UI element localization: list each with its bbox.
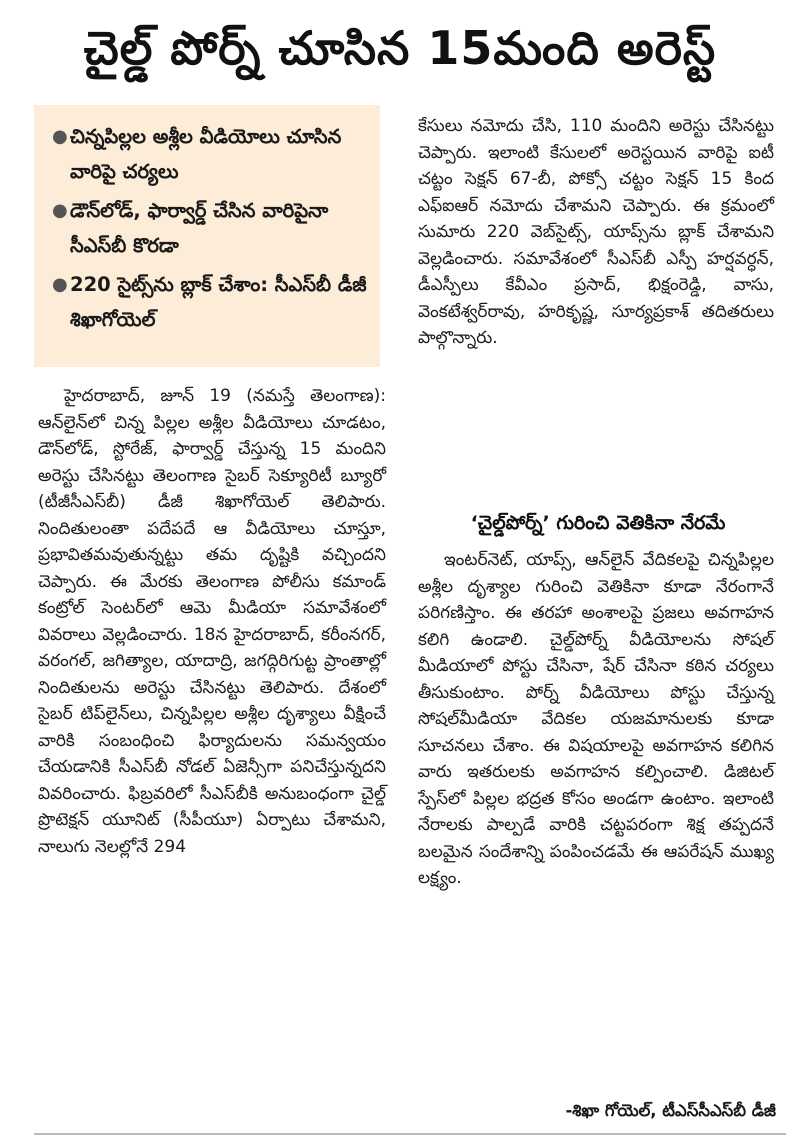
highlight-text: డౌన్‌లోడ్‌, ఫార్వార్డ్‌ చేసిన వారిపైనా సీఎస్‌బీ కొరడా bbox=[70, 199, 329, 257]
article-body-right-bottom: ఇంటర్‌నెట్‌, యాప్స్‌, ఆన్‌లైన్‌ వేదికలపై చిన్నపిల్లల అశ్లీల దృశ్యాల గురించి వెతికినా కూడా నేరంగానే పరిగణిస్తాం. ఈ తరహా అంశాలపై ప్రజలు అవగాహన కలిగి ఉండాలి. చైల్డ్‌పోర్న్‌ వీడియోలను సోషల్‌ మీడియాలో పోస్టు చేసినా, షేర్‌ చేసినా కఠిన చర్యలు తీసుకుంటాం. పోర్న్‌ వీడియోలు పోస్టు చేస్తున్న సోషల్‌మీడియా వేదికల యజమానులకు కూడా సూచనలు చేశాం. ఈ విషయాలపై అవగాహన కలిగిన వారు ఇతరులకు అవగాహన కల్పించాలి. డిజిటల్‌ స్పేస్‌లో పిల్లల భద్రత కోసం అండగా ఉంటాం. ఇలాంటి నేరాలకు పాల్పడే వారికి చట్టపరంగా శిక్ష తప్పదనే బలమైన సందేశాన్ని పంపించడమే ఈ ఆపరేషన్‌ ముఖ్య లక్ష్యం. bbox=[418, 550, 774, 888]
highlight-item bbox=[52, 193, 372, 263]
article-body-right-top: కేసులు నమోదు చేసి, 110 మందిని అరెస్టు చేసినట్టు చెప్పారు. ఇలాంటి కేసులలో అరెస్టయిన వారిపై ఐటీ చట్టం సెక్షన్‌ 67-బీ, పోక్సో చట్టం సెక్షన్‌ 15 కింద ఎఫ్‌ఐఆర్‌ నమోదు చేశామని చెప్పారు. ఈ క్రమంలో సుమారు 220 వెబ్‌సైట్స్‌, యాప్స్‌ను బ్లాక్‌ చేశామని వెల్లడించారు. సమావేశంలో సీఎస్‌బీ ఎస్పీ హర్షవర్ధన్‌, డీఎస్పీలు కేవీఎం ప్రసాద్‌, భిక్షంరెడ్డి, వాసు, వెంకటేశ్వర్‌రావు, హరికృష్ణ, సూర్యప్రకాశ్‌ తదితరులు పాల్గొన్నారు. bbox=[418, 116, 774, 348]
highlight-item bbox=[52, 267, 372, 337]
bottom-divider bbox=[34, 1133, 786, 1135]
headline: చైల్డ్‌ పోర్న్‌ చూసిన 15మంది అరెస్ట్‌ bbox=[83, 21, 717, 75]
bullet-icon: ● bbox=[52, 200, 68, 221]
highlight-text: చిన్నపిల్లల అశ్లీల వీడియోలు చూసిన వారిపై చర్యలు bbox=[70, 125, 342, 183]
highlights-box bbox=[34, 105, 380, 367]
bullet-icon: ● bbox=[52, 274, 68, 295]
highlight-item bbox=[52, 119, 372, 189]
byline-signature: -శిఖా గోయెల్‌, టీఎస్‌సీఎస్‌బీ డీజీ bbox=[565, 1101, 776, 1120]
bullet-icon: ● bbox=[52, 126, 68, 147]
article-body-left: హైదరాబాద్‌, జూన్‌ 19 (నమస్తే తెలంగాణ): ఆన్‌లైన్‌లో చిన్న పిల్లల అశ్లీల వీడియోలు చూడటం, డౌన్‌లోడ్‌, స్టోరేజ్‌, ఫార్వార్డ్‌ చేస్తున్న 15 మందిని అరెస్టు చేసినట్టు తెలంగాణ సైబర్‌ సెక్యూరిటీ బ్యూరో (టీజీసీఎస్‌బీ) డీజీ శిఖాగోయెల్‌ తెలిపారు. నిందితులంతా పదేపదే ఆ వీడియోలు చూస్తూ, ప్రభావితమవుతున్నట్టు తమ దృష్టికి వచ్చిందని చెప్పారు. ఈ మేరకు తెలంగాణ పోలీసు కమాండ్‌ కంట్రోల్‌ సెంటర్‌లో ఆమె మీడియా సమావేశంలో వివరాలు వెల్లడించారు. 18న హైదరాబాద్‌, కరీంనగర్‌, వరంగల్‌, జగిత్యాల, యాదాద్రి, జగద్గిరిగుట్ట ప్రాంతాల్లో నిందితులను అరెస్టు చేసినట్టు తెలిపారు. దేశంలో సైబర్‌ టిప్‌లైన్‌లు, చిన్నపిల్లల అశ్లీల దృశ్యాలు వీక్షించే వారికి సంబంధించి ఫిర్యాదులను సమన్వయం చేయడానికి సీఎస్‌బీ నోడల్‌ ఏజెన్సీగా పనిచేస్తున్నదని వివరించారు. ఫిబ్రవరిలో సీఎస్‌బీకి అనుబంధంగా చైల్డ్‌ ప్రొటెక్షన్‌ యూనిట్‌ (సీపీయూ) ఏర్పాటు చేశామని, నాలుగు నెలల్లోనే 294 bbox=[38, 386, 386, 857]
subheading: ‘చైల్డ్‌పోర్న్‌’ గురించి వెతికినా నేరమే bbox=[470, 512, 726, 534]
highlight-text: 220 సైట్స్‌ను బ్లాక్‌ చేశాం: సీఎస్‌బీ డీజీ శిఖాగోయెల్‌ bbox=[70, 273, 367, 331]
